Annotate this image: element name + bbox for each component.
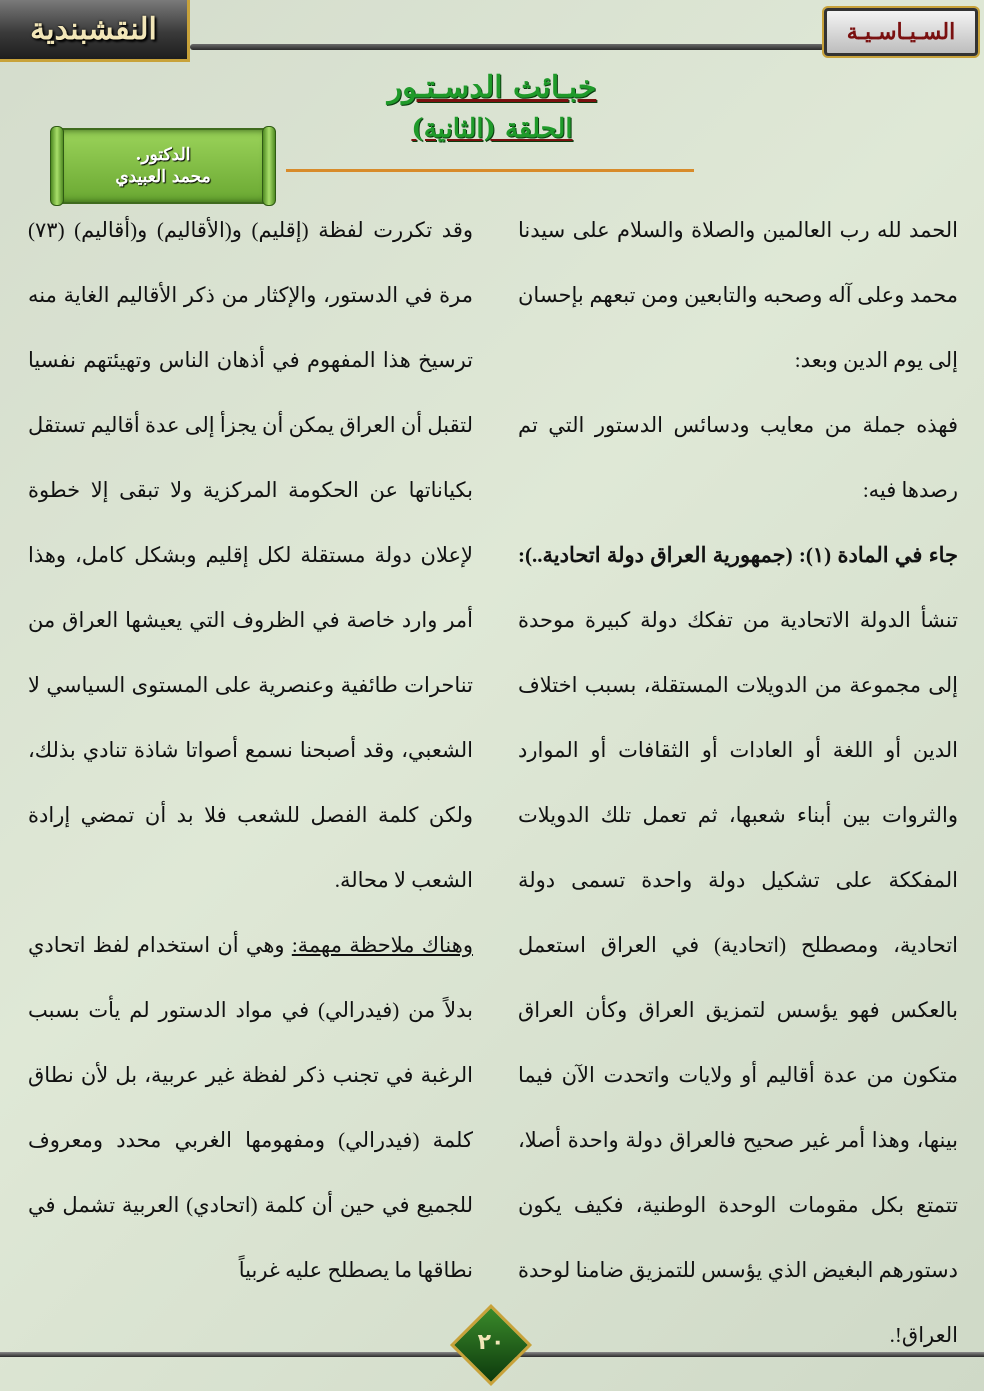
title-underline-rule (286, 169, 694, 172)
header-divider (190, 44, 824, 50)
note-heading: وهناك ملاحظة مهمة: (291, 933, 473, 957)
author-scroll (56, 128, 270, 204)
note-text: وهي أن استخدام لفظ اتحادي بدلاً من (فيدرالي) في مواد الدستور لم يأت بسبب الرغبة في تجنب ذكر لفظة غير عربية، بل لأن نطاق كلمة (فيدرالي) ومفهومها الغربي محدد ومعروف للجميع في حين أن كلمة (اتحادي) العربية تشمل في نطاقها ما يصطلح عليه غربياً (28, 933, 473, 1282)
paragraph-regions: وقد تكررت لفظة (إقليم) و(الأقاليم) و(أقاليم) (٧٣) مرة في الدستور، والإكثار من ذكر الأقاليم الغاية منه ترسيخ هذا المفهوم في أذهان الناس وتهيئتهم نفسيا لتقبل أن العراق يمكن أن يجزأ إلى عدة أقاليم تستقل بكياناتها عن الحكومة المركزية ولا تبقى إلا خطوة لإعلان دولة مستقلة لكل إقليم وبشكل كامل، وهذا أمر وارد خاصة في الظروف التي يعيشها العراق من تناحرات طائفية وعنصرية على المستوى السياسي لا الشعبي، وقد أصبحنا نسمع أصواتا شاذة تنادي بذلك، ولكن كلمة الفصل للشعب فلا بد أن تمضي إرادة الشعب لا محالة. (28, 218, 473, 892)
page-number: ٢٠ (477, 1330, 505, 1355)
article-title: خبـائث الدسـتـور (387, 70, 597, 105)
article-1-heading: جاء في المادة (١): (جمهورية العراق دولة اتحادية..): (518, 543, 958, 567)
paragraph-article-1 (518, 523, 958, 1368)
section-label: السـيـاسـيـة (846, 19, 956, 45)
right-column (518, 198, 958, 1368)
author-title: الدكتور. (135, 145, 191, 165)
paragraph-note (28, 913, 473, 1303)
paragraph-intro: الحمد لله رب العالمين والصلاة والسلام على سيدنا محمد وعلى آله وصحبه والتابعين ومن تبعهم بإحسان إلى يوم الدين وبعد: (518, 218, 958, 372)
left-column (28, 198, 473, 1303)
section-badge (824, 8, 978, 56)
header-strip (0, 0, 984, 70)
author-name: محمد العبيدي (115, 167, 211, 187)
paragraph-summary: فهذه جملة من معايب ودسائس الدستور التي تم رصدها فيه: (518, 413, 958, 502)
magazine-logo (0, 0, 190, 62)
article-subtitle: الحلقة (الثانية) (411, 114, 573, 144)
article-1-text: تنشأ الدولة الاتحادية من تفكك دولة كبيرة موحدة إلى مجموعة من الدويلات المستقلة، بسبب اختلاف الدين أو اللغة أو العادات أو الثقافات أو الموارد والثروات بين أبناء شعبها، ثم تعمل تلك الدويلات المفككة على تشكيل دولة واحدة تسمى دولة اتحادية، ومصطلح (اتحادية) في العراق استعمل بالعكس فهو يؤسس لتمزيق العراق وكأن العراق متكون من عدة أقاليم أو ولايات واتحدت الآن فيما بينها، وهذا أمر غير صحيح فالعراق دولة واحدة أصلا، تتمتع بكل مقومات الوحدة الوطنية، فكيف يكون دستورهم البغيض الذي يؤسس للتمزيق ضامنا لوحدة العراق!. (518, 608, 958, 1347)
logo-text: النقشبندية (30, 12, 157, 47)
